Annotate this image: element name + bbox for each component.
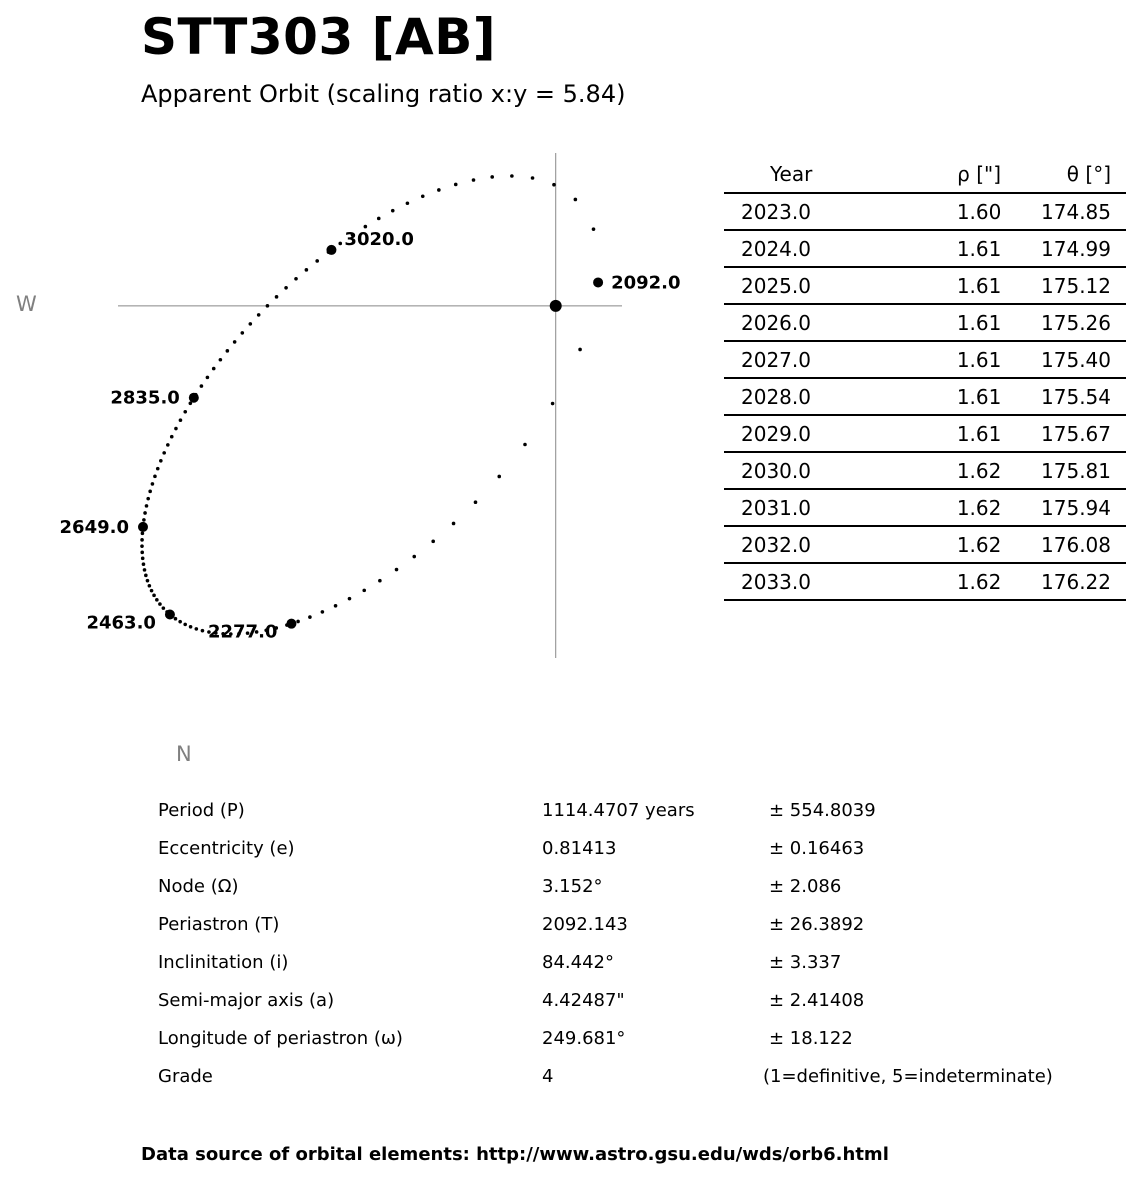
epoch-label: 3020.0: [344, 228, 414, 250]
orbit-point: [178, 620, 182, 624]
element-value: 249.681°: [542, 1028, 626, 1049]
orbit-point: [162, 606, 166, 610]
orbit-point: [406, 201, 410, 205]
orbit-point: [531, 176, 535, 180]
orbit-point: [497, 475, 501, 479]
orbit-point: [551, 402, 555, 406]
year-cell: 2029.0: [724, 415, 917, 452]
orbit-point: [200, 384, 204, 388]
orbit-point: [378, 579, 382, 583]
orbit-point: [574, 198, 578, 202]
orbit-point: [421, 194, 425, 198]
element-name: Periastron (T): [158, 914, 280, 935]
theta-cell: 174.85: [1041, 193, 1126, 230]
element-value: 4.42487": [542, 990, 625, 1011]
element-value: 2092.143: [542, 914, 628, 935]
orbit-point: [162, 451, 166, 455]
ephemeris-row: [724, 563, 1126, 600]
orbit-point: [334, 604, 338, 608]
orbit-point: [362, 589, 366, 593]
orbit-point: [183, 410, 187, 414]
orbit-point: [233, 340, 237, 344]
element-error: ± 26.3892: [769, 914, 865, 935]
ephemeris-row: [724, 415, 1126, 452]
orbit-point: [412, 555, 416, 559]
element-row: [158, 908, 1118, 946]
epoch-label: 2835.0: [110, 387, 180, 409]
orbit-point: [338, 242, 342, 246]
rho-cell: 1.62: [917, 526, 1041, 563]
theta-cell: 175.94: [1041, 489, 1126, 526]
element-error: ± 3.337: [769, 952, 842, 973]
orbit-point: [315, 259, 319, 263]
orbit-point: [510, 174, 514, 178]
orbit-point: [143, 568, 147, 572]
year-cell: 2030.0: [724, 452, 917, 489]
orbit-point: [151, 482, 155, 486]
orbit-point: [179, 418, 183, 422]
year-cell: 2026.0: [724, 304, 917, 341]
orbit-point: [142, 562, 146, 566]
orbit-point: [212, 367, 216, 371]
epoch-label: 2463.0: [86, 612, 156, 634]
orbit-point: [275, 295, 279, 299]
rho-cell: 1.61: [917, 267, 1041, 304]
ephemeris-row: [724, 230, 1126, 267]
orbit-point: [474, 500, 478, 504]
ephemeris-row: [724, 526, 1126, 563]
orbit-point: [174, 427, 178, 431]
chart-subtitle: Apparent Orbit (scaling ratio x:y = 5.84): [141, 80, 626, 108]
orbit-point: [145, 504, 149, 508]
north-axis-label: N: [176, 742, 192, 766]
orbit-point: [146, 579, 150, 583]
theta-cell: 175.26: [1041, 304, 1126, 341]
element-value: 4: [542, 1066, 554, 1087]
epoch-label: 2649.0: [59, 516, 129, 538]
orbit-point: [174, 617, 178, 621]
orbit-point: [321, 610, 325, 614]
ephemeris-row: [724, 452, 1126, 489]
orbit-point: [153, 475, 157, 479]
element-error: ± 2.086: [769, 876, 842, 897]
orbit-point: [348, 597, 352, 601]
element-row: [158, 832, 1118, 870]
theta-cell: 175.12: [1041, 267, 1126, 304]
rho-cell: 1.61: [917, 341, 1041, 378]
orbit-point: [195, 627, 199, 631]
orbit-point: [578, 348, 582, 352]
element-name: Period (P): [158, 800, 245, 821]
orbit-point: [296, 620, 300, 624]
theta-cell: 174.99: [1041, 230, 1126, 267]
orbit-point: [141, 557, 145, 561]
element-error: ± 2.41408: [769, 990, 865, 1011]
theta-cell: 175.40: [1041, 341, 1126, 378]
epoch-point: [165, 609, 175, 619]
orbital-elements-list: [158, 794, 1118, 1098]
orbit-point: [206, 376, 210, 380]
element-error: ± 554.8039: [769, 800, 876, 821]
year-cell: 2027.0: [724, 341, 917, 378]
ephemeris-row: [724, 304, 1126, 341]
orbit-point: [395, 568, 399, 572]
orbit-point: [158, 602, 162, 606]
orbit-point: [266, 304, 270, 308]
orbit-point: [249, 322, 253, 326]
orbit-point: [472, 178, 476, 182]
orbit-point: [142, 518, 146, 522]
orbit-point: [148, 490, 152, 494]
rho-cell: 1.61: [917, 230, 1041, 267]
orbit-point: [364, 225, 368, 229]
year-cell: 2032.0: [724, 526, 917, 563]
epoch-label: 2277.0: [207, 621, 278, 643]
year-header: Year: [724, 156, 917, 193]
orbit-point: [284, 286, 288, 290]
element-row: [158, 1022, 1118, 1060]
orbit-point: [159, 459, 163, 463]
year-cell: 2031.0: [724, 489, 917, 526]
orbit-point: [143, 511, 147, 515]
orbit-point: [305, 268, 309, 272]
year-cell: 2033.0: [724, 563, 917, 600]
element-row: [158, 946, 1118, 984]
element-row: [158, 794, 1118, 832]
element-name: Longitude of periastron (ω): [158, 1028, 403, 1049]
orbit-point: [155, 598, 159, 602]
epoch-point: [326, 245, 336, 255]
orbit-point: [140, 538, 144, 542]
ephemeris-header-row: [724, 156, 1126, 193]
orbit-point: [141, 532, 145, 536]
orbit-plot: [0, 140, 700, 700]
year-cell: 2028.0: [724, 378, 917, 415]
element-error: (1=definitive, 5=indeterminate): [763, 1066, 1053, 1087]
orbit-point: [148, 584, 152, 588]
element-row: [158, 984, 1118, 1022]
orbit-point: [592, 227, 596, 231]
orbit-point: [552, 183, 556, 187]
theta-cell: 175.81: [1041, 452, 1126, 489]
rho-cell: 1.61: [917, 415, 1041, 452]
orbit-point: [431, 540, 435, 544]
epoch-point: [286, 619, 296, 629]
orbit-point: [146, 497, 150, 501]
data-source-note: Data source of orbital elements: http://www.astro.gsu.edu/wds/orb6.html: [141, 1144, 889, 1165]
orbit-point: [144, 574, 148, 578]
rho-header: ρ ["]: [917, 156, 1041, 193]
orbit-point: [156, 467, 160, 471]
element-row: [158, 870, 1118, 908]
element-name: Node (Ω): [158, 876, 239, 897]
theta-header: θ [°]: [1041, 156, 1126, 193]
orbit-point: [166, 443, 170, 447]
element-error: ± 18.122: [769, 1028, 853, 1049]
element-value: 84.442°: [542, 952, 614, 973]
ephemeris-row: [724, 267, 1126, 304]
orbit-point: [391, 209, 395, 213]
orbit-point: [226, 349, 230, 353]
west-axis-label: W: [16, 292, 37, 316]
epoch-label: 2092.0: [611, 272, 681, 294]
epoch-point: [189, 393, 199, 403]
orbit-point: [150, 589, 154, 593]
ephemeris-table: [724, 156, 1126, 601]
ephemeris-row: [724, 341, 1126, 378]
chart-title: STT303 [AB]: [141, 8, 497, 66]
orbit-point: [437, 188, 441, 192]
orbit-point: [140, 544, 144, 548]
orbit-point: [240, 331, 244, 335]
rho-cell: 1.60: [917, 193, 1041, 230]
year-cell: 2023.0: [724, 193, 917, 230]
orbit-point: [170, 435, 174, 439]
epoch-markers: [60, 229, 681, 643]
element-name: Semi-major axis (a): [158, 990, 335, 1011]
rho-cell: 1.62: [917, 489, 1041, 526]
element-value: 1114.4707 years: [542, 800, 695, 821]
year-cell: 2024.0: [724, 230, 917, 267]
year-cell: 2025.0: [724, 267, 917, 304]
element-row: [158, 1060, 1118, 1098]
primary-star: [550, 300, 562, 312]
rho-cell: 1.62: [917, 452, 1041, 489]
orbit-point: [308, 615, 312, 619]
orbit-point: [201, 629, 205, 633]
orbit-point: [377, 217, 381, 221]
theta-cell: 175.54: [1041, 378, 1126, 415]
ephemeris-row: [724, 378, 1126, 415]
ephemeris-row: [724, 193, 1126, 230]
rho-cell: 1.61: [917, 378, 1041, 415]
orbit-point: [452, 522, 456, 526]
orbit-point: [152, 594, 156, 598]
epoch-point: [138, 522, 148, 532]
orbit-point: [294, 277, 298, 281]
orbit-point: [523, 443, 527, 447]
orbit-point: [454, 183, 458, 187]
element-value: 0.81413: [542, 838, 617, 859]
element-error: ± 0.16463: [769, 838, 865, 859]
theta-cell: 176.08: [1041, 526, 1126, 563]
rho-cell: 1.61: [917, 304, 1041, 341]
orbit-point: [490, 175, 494, 179]
rho-cell: 1.62: [917, 563, 1041, 600]
element-name: Grade: [158, 1066, 213, 1087]
element-name: Eccentricity (e): [158, 838, 295, 859]
theta-cell: 175.67: [1041, 415, 1126, 452]
orbit-point: [189, 625, 193, 629]
epoch-point: [593, 277, 603, 287]
element-name: Inclinitation (i): [158, 952, 289, 973]
orbit-point: [183, 623, 187, 627]
orbit-point: [140, 551, 144, 555]
orbit-point: [219, 358, 223, 362]
orbit-point: [257, 313, 261, 317]
ephemeris-row: [724, 489, 1126, 526]
element-value: 3.152°: [542, 876, 603, 897]
theta-cell: 176.22: [1041, 563, 1126, 600]
